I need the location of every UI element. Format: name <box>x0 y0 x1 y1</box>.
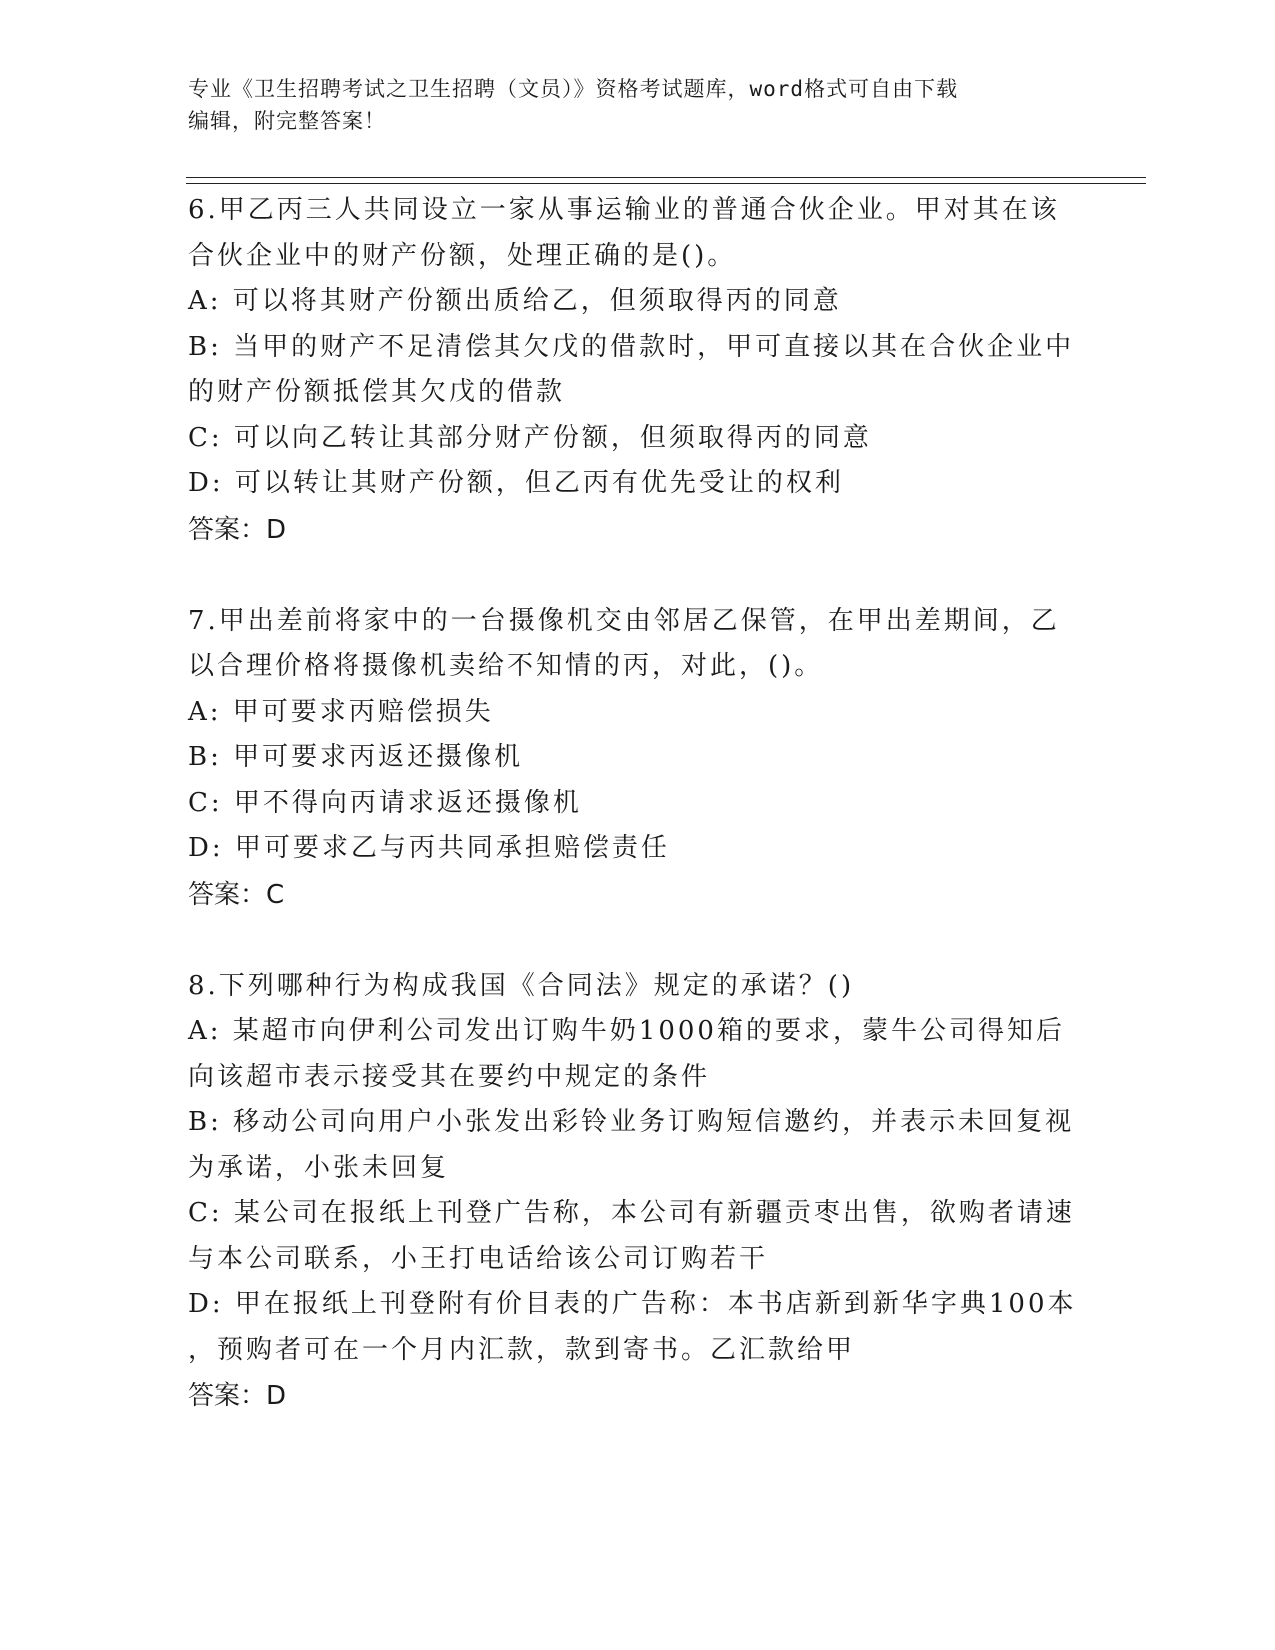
answer: 答案：C <box>188 879 285 910</box>
option-c: C: 可以向乙转让其部分财产份额，但须取得丙的同意 <box>188 422 872 453</box>
question-7 <box>188 599 1088 918</box>
option-b: B: 当甲的财产不足清偿其欠戊的借款时，甲可直接以其在合伙企业中 <box>188 331 1075 362</box>
header-divider-bottom <box>186 183 1146 184</box>
question-8 <box>188 964 1088 1420</box>
question-list <box>188 188 1088 1465</box>
question-stem: 7.甲出差前将家中的一台摄像机交由邻居乙保管，在甲出差期间，乙 <box>188 605 1060 636</box>
option-d: D: 甲在报纸上刊登附有价目表的广告称：本书店新到新华字典100本 <box>188 1289 1077 1319</box>
answer: 答案：D <box>188 1381 287 1411</box>
question-stem: 8.下列哪种行为构成我国《合同法》规定的承诺？() <box>188 970 855 1001</box>
option-c: C: 某公司在报纸上刊登广告称，本公司有新疆贡枣出售，欲购者请速 <box>188 1198 1075 1228</box>
question-stem: 以合理价格将摄像机卖给不知情的丙，对此，()。 <box>188 651 824 681</box>
option-c: C: 甲不得向丙请求返还摄像机 <box>188 787 582 818</box>
option-b: B: 移动公司向用户小张发出彩铃业务订购短信邀约，并表示未回复视 <box>188 1107 1075 1137</box>
option-a: A: 某超市向伊利公司发出订购牛奶1000箱的要求，蒙牛公司得知后 <box>188 1016 1065 1046</box>
question-stem: 合伙企业中的财产份额，处理正确的是()。 <box>188 240 737 271</box>
option-b: 的财产份额抵偿其欠戊的借款 <box>188 377 566 407</box>
option-d: ，预购者可在一个月内汇款，款到寄书。乙汇款给甲 <box>188 1334 856 1365</box>
question-6 <box>188 188 1088 553</box>
option-a: A: 甲可要求丙赔偿损失 <box>188 696 494 727</box>
option-b: B: 甲可要求丙返还摄像机 <box>188 742 524 772</box>
option-d: D: 可以转让其财产份额，但乙丙有优先受让的权利 <box>188 468 844 498</box>
question-stem: 6.甲乙丙三人共同设立一家从事运输业的普通合伙企业。甲对其在该 <box>188 195 1060 225</box>
answer: 答案：D <box>188 514 287 545</box>
document-header <box>188 73 1088 137</box>
option-c: 与本公司联系，小王打电话给该公司订购若干 <box>188 1243 769 1274</box>
option-a: A: 可以将其财产份额出质给乙，但须取得丙的同意 <box>188 286 842 316</box>
header-line-2: 编辑，附完整答案！ <box>188 109 386 133</box>
header-line-1: 专业《卫生招聘考试之卫生招聘（文员）》资格考试题库，word格式可自由下载 <box>188 77 959 101</box>
option-b: 为承诺，小张未回复 <box>188 1152 450 1183</box>
option-d: D: 甲可要求乙与丙共同承担赔偿责任 <box>188 833 670 863</box>
option-a: 向该超市表示接受其在要约中规定的条件 <box>188 1061 711 1092</box>
header-divider-top <box>186 177 1146 178</box>
